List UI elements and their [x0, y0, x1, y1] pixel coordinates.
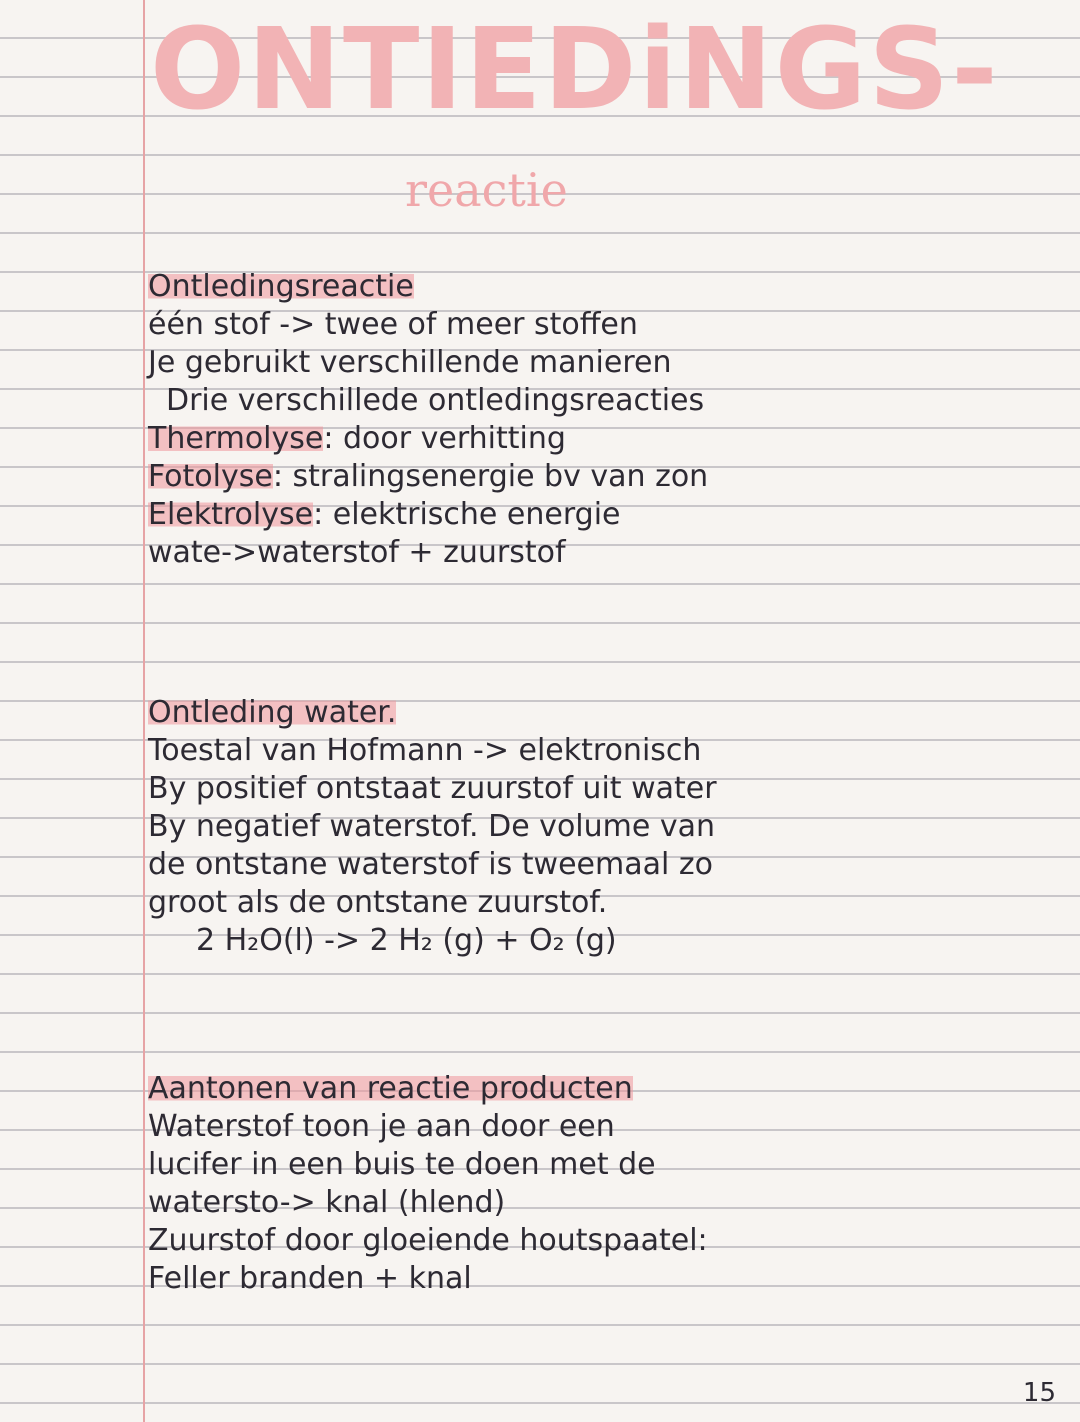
term-description: : door verhitting	[323, 421, 566, 456]
section-ontledingsreactie	[148, 268, 1028, 572]
note-line: Feller branden + knal	[148, 1261, 472, 1296]
term-highlight: Thermolyse	[148, 421, 324, 456]
note-line: lucifer in een buis te doen met de	[148, 1147, 656, 1182]
note-line: By negatief waterstof. De volume van	[148, 809, 716, 844]
note-line: Waterstof toon je aan door een	[148, 1109, 615, 1144]
note-line: Je gebruikt verschillende manieren	[148, 345, 672, 380]
section-heading: Aantonen van reactie producten	[148, 1071, 633, 1106]
margin-line	[143, 0, 145, 1422]
note-line: Drie verschillede ontledingsreacties	[166, 383, 705, 418]
note-line: By positief ontstaat zuurstof uit water	[148, 771, 717, 806]
list-item	[148, 458, 1028, 496]
section-heading: Ontledingsreactie	[148, 269, 414, 304]
note-line: Toestal van Hofmann -> elektronisch	[148, 733, 702, 768]
section-ontleding-water	[148, 694, 1028, 960]
list-item	[148, 420, 1028, 458]
term-highlight: Elektrolyse	[148, 497, 314, 532]
page-subtitle: reactie	[405, 163, 568, 217]
term-highlight: Fotolyse	[148, 459, 273, 494]
page-number: 15	[1022, 1378, 1056, 1408]
list-item	[148, 496, 1028, 534]
note-line: watersto-> knal (hlend)	[148, 1185, 506, 1220]
term-description: : elektrische energie	[313, 497, 621, 532]
note-line: wate->waterstof + zuurstof	[148, 535, 566, 570]
chemical-equation: 2 H₂O(l) -> 2 H₂ (g) + O₂ (g)	[196, 923, 617, 958]
note-line: de ontstane waterstof is tweemaal zo	[148, 847, 713, 882]
term-description: : stralingsenergie bv van zon	[272, 459, 709, 494]
page-title: ONTIEDiNGS-	[150, 5, 1000, 135]
note-line: Zuurstof door gloeiende houtspaatel:	[148, 1223, 708, 1258]
note-line: groot als de ontstane zuurstof.	[148, 885, 608, 920]
section-heading: Ontleding water.	[148, 695, 397, 730]
note-line: één stof -> twee of meer stoffen	[148, 307, 638, 342]
section-aantonen	[148, 1070, 1028, 1298]
